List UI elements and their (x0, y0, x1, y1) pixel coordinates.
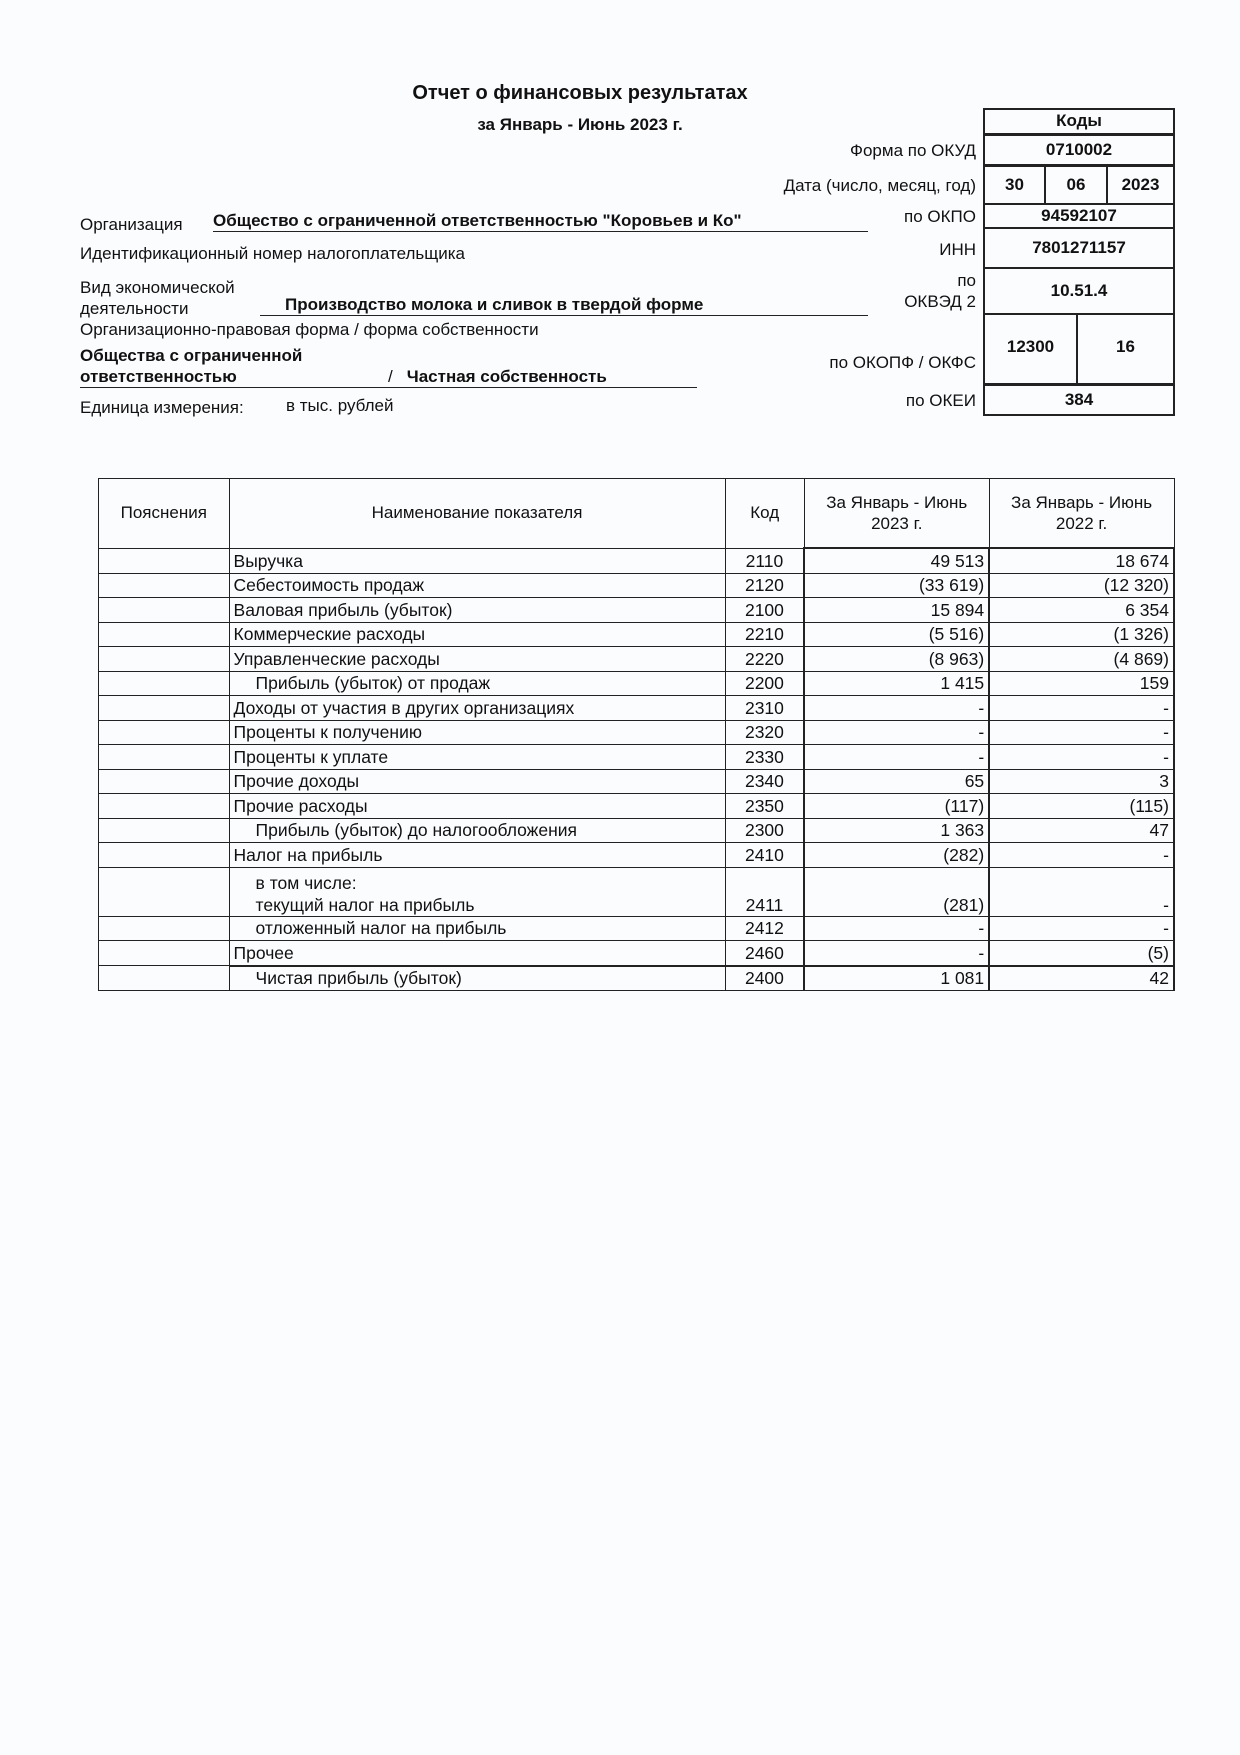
row-name: Проценты к уплате (229, 745, 725, 770)
row-explanation (99, 598, 230, 623)
row-previous: - (989, 696, 1174, 721)
org-label: Организация (80, 215, 183, 234)
row-explanation (99, 818, 230, 843)
row-previous: 47 (989, 818, 1174, 843)
row-code: 2220 (725, 647, 804, 672)
row-current: (117) (804, 794, 989, 819)
okei-value: 384 (983, 384, 1175, 416)
row-previous: 6 354 (989, 598, 1174, 623)
row-explanation (99, 696, 230, 721)
row-explanation (99, 769, 230, 794)
table-row (99, 548, 1175, 573)
table-row (99, 598, 1175, 623)
row-previous: (115) (989, 794, 1174, 819)
okpo-label: по ОКПО (904, 207, 976, 226)
row-code: 2100 (725, 598, 804, 623)
row-current: 65 (804, 769, 989, 794)
table-row (99, 671, 1175, 696)
okei-label: по ОКЕИ (905, 391, 976, 410)
okpo-value: 94592107 (983, 204, 1175, 228)
okved-label-1: по (957, 271, 976, 290)
row-code: 2350 (725, 794, 804, 819)
row-current: 49 513 (804, 548, 989, 573)
okud-value: 0710002 (983, 134, 1175, 166)
row-current: - (804, 916, 989, 941)
row-explanation (99, 548, 230, 573)
row-previous: 159 (989, 671, 1174, 696)
table-row (99, 647, 1175, 672)
row-code: 2200 (725, 671, 804, 696)
row-code: 2110 (725, 548, 804, 573)
activity-label-1: Вид экономической (80, 278, 235, 297)
row-name: Себестоимость продаж (229, 573, 725, 598)
row-current: 1 081 (804, 966, 989, 991)
date-month: 06 (1045, 166, 1107, 204)
org-name: Общество с ограниченной ответственностью "Коровьев и Ко" (213, 211, 868, 232)
row-current: (282) (804, 843, 989, 868)
table-row (99, 916, 1175, 941)
row-current: - (804, 941, 989, 966)
row-name: Чистая прибыль (убыток) (229, 966, 725, 991)
row-explanation (99, 720, 230, 745)
row-code: 2400 (725, 966, 804, 991)
row-code: 2340 (725, 769, 804, 794)
financial-results-table (98, 478, 1175, 991)
row-name: Проценты к получению (229, 720, 725, 745)
inn-code-label: ИНН (939, 240, 976, 259)
row-previous: - (989, 720, 1174, 745)
table-row (99, 622, 1175, 647)
row-current: 15 894 (804, 598, 989, 623)
okopf-value: 12300 (983, 314, 1077, 384)
table-row (99, 769, 1175, 794)
row-explanation (99, 794, 230, 819)
row-current: - (804, 696, 989, 721)
row-previous: - (989, 745, 1174, 770)
row-name-prefix: в том числе: (255, 872, 357, 893)
row-explanation (99, 745, 230, 770)
table-row (99, 720, 1175, 745)
table-header-row (99, 479, 1175, 549)
row-explanation (99, 916, 230, 941)
report-title: Отчет о финансовых результатах (412, 82, 748, 104)
date-day: 30 (983, 166, 1045, 204)
row-current: (5 516) (804, 622, 989, 647)
inn-value: 7801271157 (983, 228, 1175, 268)
report-period: за Январь - Июнь 2023 г. (477, 115, 683, 134)
row-explanation (99, 843, 230, 868)
row-name: отложенный налог на прибыль (229, 916, 725, 941)
table-row (99, 794, 1175, 819)
row-previous: 3 (989, 769, 1174, 794)
row-name: Доходы от участия в других организациях (229, 696, 725, 721)
activity-value: Производство молока и сливок в твердой форме (260, 295, 868, 316)
row-code: 2210 (725, 622, 804, 647)
table-row (99, 966, 1175, 991)
okved-value: 10.51.4 (983, 268, 1175, 314)
legal-form-line-2 (80, 367, 697, 388)
row-current: (33 619) (804, 573, 989, 598)
row-name: Коммерческие расходы (229, 622, 725, 647)
row-previous: (5) (989, 941, 1174, 966)
row-code: 2120 (725, 573, 804, 598)
row-previous: - (989, 867, 1174, 916)
table-row (99, 696, 1175, 721)
okopf-label: по ОКОПФ / ОКФС (829, 353, 976, 372)
row-name: Прочее (229, 941, 725, 966)
row-code: 2412 (725, 916, 804, 941)
row-name (229, 867, 725, 916)
row-previous: (12 320) (989, 573, 1174, 598)
col-code: Код (725, 479, 804, 549)
activity-label-2: деятельности (80, 299, 189, 318)
row-previous: (4 869) (989, 647, 1174, 672)
col-explanations: Пояснения (99, 479, 230, 549)
form-slash: / (388, 367, 393, 386)
table-row (99, 843, 1175, 868)
row-current: - (804, 720, 989, 745)
row-name: Прибыль (убыток) до налогообложения (229, 818, 725, 843)
row-code: 2410 (725, 843, 804, 868)
row-name: Выручка (229, 548, 725, 573)
row-current: 1 363 (804, 818, 989, 843)
col-indicator-name: Наименование показателя (229, 479, 725, 549)
row-previous: 42 (989, 966, 1174, 991)
table-row (99, 818, 1175, 843)
row-name: Валовая прибыль (убыток) (229, 598, 725, 623)
row-explanation (99, 622, 230, 647)
row-explanation (99, 941, 230, 966)
row-code: 2320 (725, 720, 804, 745)
row-previous: 18 674 (989, 548, 1174, 573)
row-current: (281) (804, 867, 989, 916)
row-explanation (99, 966, 230, 991)
okud-label: Форма по ОКУД (850, 141, 976, 160)
table-row (99, 941, 1175, 966)
row-explanation (99, 671, 230, 696)
row-explanation (99, 573, 230, 598)
col-previous-period (989, 479, 1174, 549)
row-code: 2310 (725, 696, 804, 721)
okfs-value: 16 (1077, 314, 1175, 384)
row-explanation (99, 867, 230, 916)
okved-label-2: ОКВЭД 2 (904, 292, 976, 311)
col-current-line-2: 2023 г. (871, 514, 923, 533)
col-previous-line-2: 2022 г. (1055, 514, 1108, 533)
legal-form-label: Организационно-правовая форма / форма собственности (80, 320, 539, 339)
date-label: Дата (число, месяц, год) (783, 176, 976, 195)
ownership-value: Частная собственность (406, 367, 607, 386)
row-previous: - (989, 916, 1174, 941)
col-previous-line-1: За Январь - Июнь (1011, 493, 1153, 512)
row-explanation (99, 647, 230, 672)
row-name-main: текущий налог на прибыль (255, 894, 475, 915)
row-code: 2330 (725, 745, 804, 770)
row-current: (8 963) (804, 647, 989, 672)
inn-label: Идентификационный номер налогоплательщика (80, 244, 465, 263)
row-name: Прочие расходы (229, 794, 725, 819)
legal-form-value: ответственностью (80, 367, 237, 386)
row-code: 2411 (725, 867, 804, 916)
table-row (99, 745, 1175, 770)
row-name: Прибыль (убыток) от продаж (229, 671, 725, 696)
col-current-period (804, 479, 989, 549)
row-previous: - (989, 843, 1174, 868)
codes-header: Коды (983, 108, 1175, 135)
row-current: - (804, 745, 989, 770)
date-year: 2023 (1107, 166, 1175, 204)
col-current-line-1: За Январь - Июнь (826, 493, 968, 512)
legal-form-line-1: Общества с ограниченной (80, 346, 303, 365)
unit-value: в тыс. рублей (286, 396, 394, 415)
unit-label: Единица измерения: (80, 398, 244, 417)
row-previous: (1 326) (989, 622, 1174, 647)
table-row (99, 573, 1175, 598)
row-name: Управленческие расходы (229, 647, 725, 672)
table-row (99, 867, 1175, 916)
row-code: 2460 (725, 941, 804, 966)
row-name: Прочие доходы (229, 769, 725, 794)
row-current: 1 415 (804, 671, 989, 696)
row-name: Налог на прибыль (229, 843, 725, 868)
row-code: 2300 (725, 818, 804, 843)
